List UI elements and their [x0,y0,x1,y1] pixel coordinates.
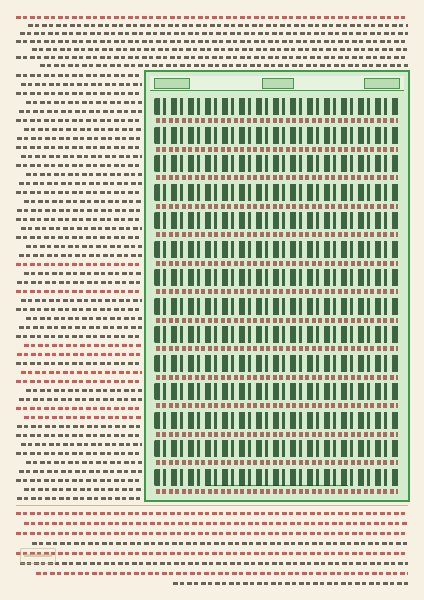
footnote-line [16,512,408,515]
translation-line [156,346,398,351]
verse-line [154,212,400,229]
commentary-line [16,263,142,266]
commentary-line [16,335,142,338]
translation-line [156,232,398,237]
commentary-line [19,326,142,329]
commentary-line [16,452,142,455]
panel-header [150,76,404,91]
commentary-line [17,209,142,212]
commentary-line [16,236,142,239]
commentary-line [21,83,142,86]
verse-line [154,269,400,286]
commentary-line [17,353,142,356]
footnote-block [16,505,408,590]
commentary-line [16,407,142,410]
commentary-line [24,488,142,491]
commentary-line [16,146,142,149]
commentary-line [16,16,408,19]
verse-line [154,440,400,457]
verse-line [154,326,400,343]
commentary-line [17,281,142,284]
commentary-line [17,137,142,140]
footnote-line [32,542,408,545]
translation-line [156,432,398,437]
footnote-line [16,552,408,555]
commentary-line [24,344,142,347]
commentary-line [16,362,142,365]
footnote-line [16,532,408,535]
commentary-line [16,74,142,77]
commentary-line [24,128,142,131]
commentary-line [16,119,142,122]
commentary-line [16,290,142,293]
translation-line [156,118,398,123]
verse-line [154,127,400,144]
translation-line [156,175,398,180]
translation-line [156,489,398,494]
commentary-line [24,200,142,203]
commentary-line [16,92,142,95]
verse-line [154,155,400,172]
commentary-line [26,245,142,248]
footnote-line [173,582,408,585]
verse-line [154,469,400,486]
commentary-line [16,164,142,167]
footnote-line [20,562,408,565]
commentary-line [24,416,142,419]
watermark-logo [20,548,56,564]
commentary-line [16,380,142,383]
commentary-line [17,497,142,500]
commentary-line [19,110,142,113]
commentary-line [26,101,142,104]
quran-panel [144,70,410,502]
commentary-line [21,227,142,230]
commentary-line [16,218,142,221]
verse-line [154,241,400,258]
top-commentary [16,14,408,70]
commentary-line [19,398,142,401]
commentary-line [16,308,142,311]
verse-line [154,184,400,201]
page-tag [262,78,294,89]
commentary-line [16,40,408,43]
commentary-line [21,299,142,302]
commentary-line [32,48,408,51]
translation-line [156,261,398,266]
commentary-line [21,155,142,158]
verse-line [154,412,400,429]
commentary-column [16,70,142,502]
verse-line [154,98,400,115]
commentary-line [26,461,142,464]
verse-line [154,355,400,372]
translation-line [156,403,398,408]
translation-line [156,147,398,152]
commentary-line [28,24,408,27]
juz-tag [364,78,400,89]
footnote-line [24,522,408,525]
verse-line [154,298,400,315]
commentary-line [19,254,142,257]
commentary-line [16,479,142,482]
commentary-line [40,64,408,67]
commentary-line [16,191,142,194]
commentary-line [16,56,408,59]
translation-line [156,204,398,209]
commentary-line [26,317,142,320]
commentary-line [24,272,142,275]
commentary-line [19,470,142,473]
commentary-line [19,182,142,185]
footnote-line [36,572,408,575]
verse-line [154,383,400,400]
commentary-line [17,425,142,428]
commentary-line [20,32,408,35]
translation-line [156,460,398,465]
surah-tag [154,78,190,89]
commentary-line [26,389,142,392]
commentary-line [21,443,142,446]
translation-line [156,318,398,323]
commentary-line [26,173,142,176]
commentary-line [21,371,142,374]
commentary-line [16,434,142,437]
translation-line [156,375,398,380]
translation-line [156,289,398,294]
